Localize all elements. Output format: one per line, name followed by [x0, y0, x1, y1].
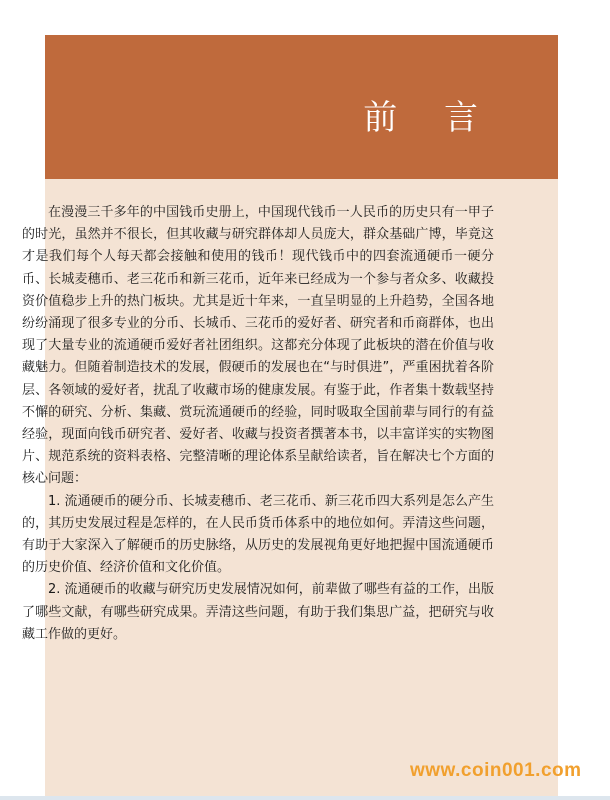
- bottom-divider: [0, 796, 610, 800]
- header-banner: [45, 35, 558, 179]
- site-watermark: www.coin001.com: [410, 760, 582, 781]
- page-title: 前 言: [363, 98, 496, 138]
- paragraph-point-1: 1. 流通硬币的硬分币、长城麦穗币、老三花币、新三花币四大系列是怎么产生的，其历史发展过程是怎样的，在人民币货币体系中的地位如何。弄清这些问题，有助于大家深入了解硬币的历史脉络，从历史的发展视角更好地把握中国流通硬币的历史价值、经济价值和文化价值。: [22, 493, 494, 576]
- preface-body: [22, 202, 494, 646]
- paragraph-intro: 在漫漫三千多年的中国钱币史册上，中国现代钱币一人民币的历史只有一甲子的时光，虽然并不很长，但其收藏与研究群体却人员庞大，群众基础广博，毕竟这才是我们每个人每天都会接触和使用的钱币！现代钱币中的四套流通硬币一硬分币、长城麦穗币、老三花币和新三花币，近年来已经成为一个参与者众多、收藏投资价值稳步上升的热门板块。尤其是近十年来，一直呈明显的上升趋势，全国各地纷纷涌现了很多专业的分币、长城币、三花币的爱好者、研究者和币商群体，也出现了大量专业的流通硬币爱好者社团组织。这都充分体现了此板块的潜在价值与收藏魅力。但随着制造技术的发展，假硬币的发展也在“与时俱进”，严重困扰着各阶层、各领域的爱好者，扰乱了收藏市场的健康发展。有鉴于此，作者集十数载坚持不懈的研究、分析、集藏、赏玩流通硬币的经验，同时吸取全国前辈与同行的有益经验，现面向钱币研究者、爱好者、收藏与投资者撰著本书，以丰富详实的实物图片、规范系统的资料表格、完整清晰的理论体系呈献给读者，旨在解决七个方面的核心问题：: [22, 205, 494, 487]
- paragraph-point-2: 2. 流通硬币的收藏与研究历史发展情况如何，前辈做了哪些有益的工作，出版了哪些文献，有哪些研究成果。弄清这些问题，有助于我们集思广益，把研究与收藏工作做的更好。: [22, 582, 494, 642]
